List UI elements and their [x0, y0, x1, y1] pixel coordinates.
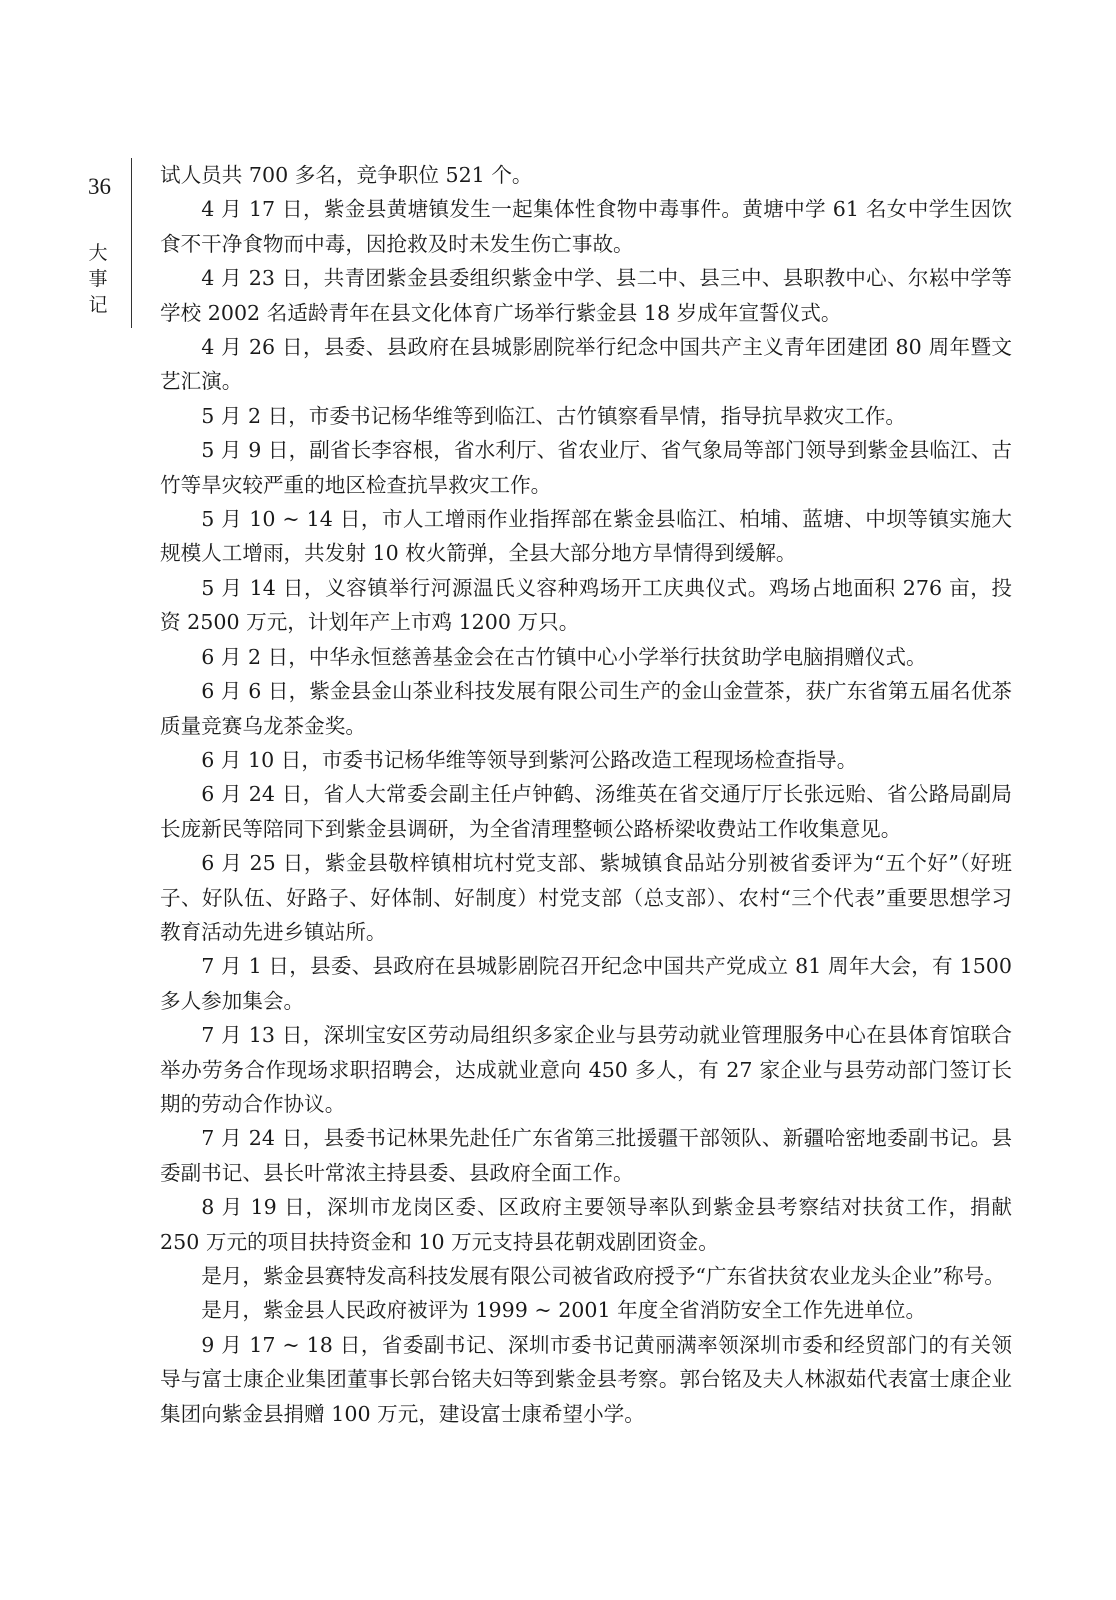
- paragraph: 5 月 10 ~ 14 日，市人工增雨作业指挥部在紫金县临江、柏埔、蓝塘、中坝等镇实施大规模人工增雨，共发射 10 枚火箭弹，全县大部分地方旱情得到缓解。: [160, 507, 1012, 566]
- margin-divider: [131, 158, 132, 328]
- paragraph: 6 月 24 日，省人大常委会副主任卢钟鹤、汤维英在省交通厅厅长张远贻、省公路局副局长庞新民等陪同下到紫金县调研，为全省清理整顿公路桥梁收费站工作收集意见。: [160, 782, 1012, 841]
- paragraph: 4 月 17 日，紫金县黄塘镇发生一起集体性食物中毒事件。黄塘中学 61 名女中学生因饮食不干净食物而中毒，因抢救及时未发生伤亡事故。: [160, 197, 1012, 256]
- page-number: 36: [88, 174, 111, 199]
- paragraph: 7 月 24 日，县委书记林果先赴任广东省第三批援疆干部领队、新疆哈密地委副书记。县委副书记、县长叶常浓主持县委、县政府全面工作。: [160, 1126, 1012, 1185]
- paragraph: 试人员共 700 多名，竞争职位 521 个。: [160, 163, 533, 187]
- paragraph: 4 月 26 日，县委、县政府在县城影剧院举行纪念中国共产主义青年团建团 80 周年暨文艺汇演。: [160, 335, 1012, 394]
- paragraph: 9 月 17 ~ 18 日，省委副书记、深圳市委书记黄丽满率领深圳市委和经贸部门的有关领导与富士康企业集团董事长郭台铭夫妇等到紫金县考察。郭台铭及夫人林淑茹代表富士康企业集团向紫金县捐赠 100 万元，建设富士康希望小学。: [160, 1332, 1012, 1426]
- paragraph: 6 月 25 日，紫金县敬梓镇柑坑村党支部、紫城镇食品站分别被省委评为“五个好”（好班子、好队伍、好路子、好体制、好制度）村党支部（总支部）、农村“三个代表”重要思想学习教育活动先进乡镇站所。: [160, 851, 1012, 944]
- page-body: [160, 158, 1012, 1431]
- paragraph: 7 月 1 日，县委、县政府在县城影剧院召开纪念中国共产党成立 81 周年大会，有 1500 多人参加集会。: [160, 954, 1012, 1013]
- paragraph: 8 月 19 日，深圳市龙岗区委、区政府主要领导率队到紫金县考察结对扶贫工作，捐献 250 万元的项目扶持资金和 10 万元支持县花朝戏剧团资金。: [160, 1195, 1012, 1254]
- paragraph: 是月，紫金县赛特发高科技发展有限公司被省政府授予“广东省扶贫农业龙头企业”称号。: [201, 1264, 1005, 1288]
- paragraph: 5 月 9 日，副省长李容根，省水利厅、省农业厅、省气象局等部门领导到紫金县临江、古竹等旱灾较严重的地区检查抗旱救灾工作。: [160, 438, 1012, 497]
- section-label: 大事记: [88, 242, 108, 316]
- paragraph: 6 月 2 日，中华永恒慈善基金会在古竹镇中心小学举行扶贫助学电脑捐赠仪式。: [201, 644, 927, 669]
- paragraph: 6 月 10 日，市委书记杨华维等领导到紫河公路改造工程现场检查指导。: [201, 747, 858, 772]
- paragraph: 5 月 14 日，义容镇举行河源温氏义容种鸡场开工庆典仪式。鸡场占地面积 276 亩，投资 2500 万元，计划年产上市鸡 1200 万只。: [160, 575, 1012, 635]
- paragraph: 4 月 23 日，共青团紫金县委组织紫金中学、县二中、县三中、县职教中心、尔崧中学等学校 2002 名适龄青年在县文化体育广场举行紫金县 18 岁成年宣誓仪式。: [160, 266, 1012, 325]
- paragraph: 7 月 13 日，深圳宝安区劳动局组织多家企业与县劳动就业管理服务中心在县体育馆联合举办劳务合作现场求职招聘会，达成就业意向 450 多人，有 27 家企业与县劳动部门签订长期的劳动合作协议。: [160, 1023, 1012, 1116]
- paragraph: 5 月 2 日，市委书记杨华维等到临江、古竹镇察看旱情，指导抗旱救灾工作。: [201, 403, 907, 428]
- paragraph: 是月，紫金县人民政府被评为 1999 ~ 2001 年度全省消防安全工作先进单位。: [201, 1298, 927, 1323]
- paragraph: 6 月 6 日，紫金县金山茶业科技发展有限公司生产的金山金萱茶，获广东省第五届名优茶质量竞赛乌龙茶金奖。: [160, 679, 1012, 738]
